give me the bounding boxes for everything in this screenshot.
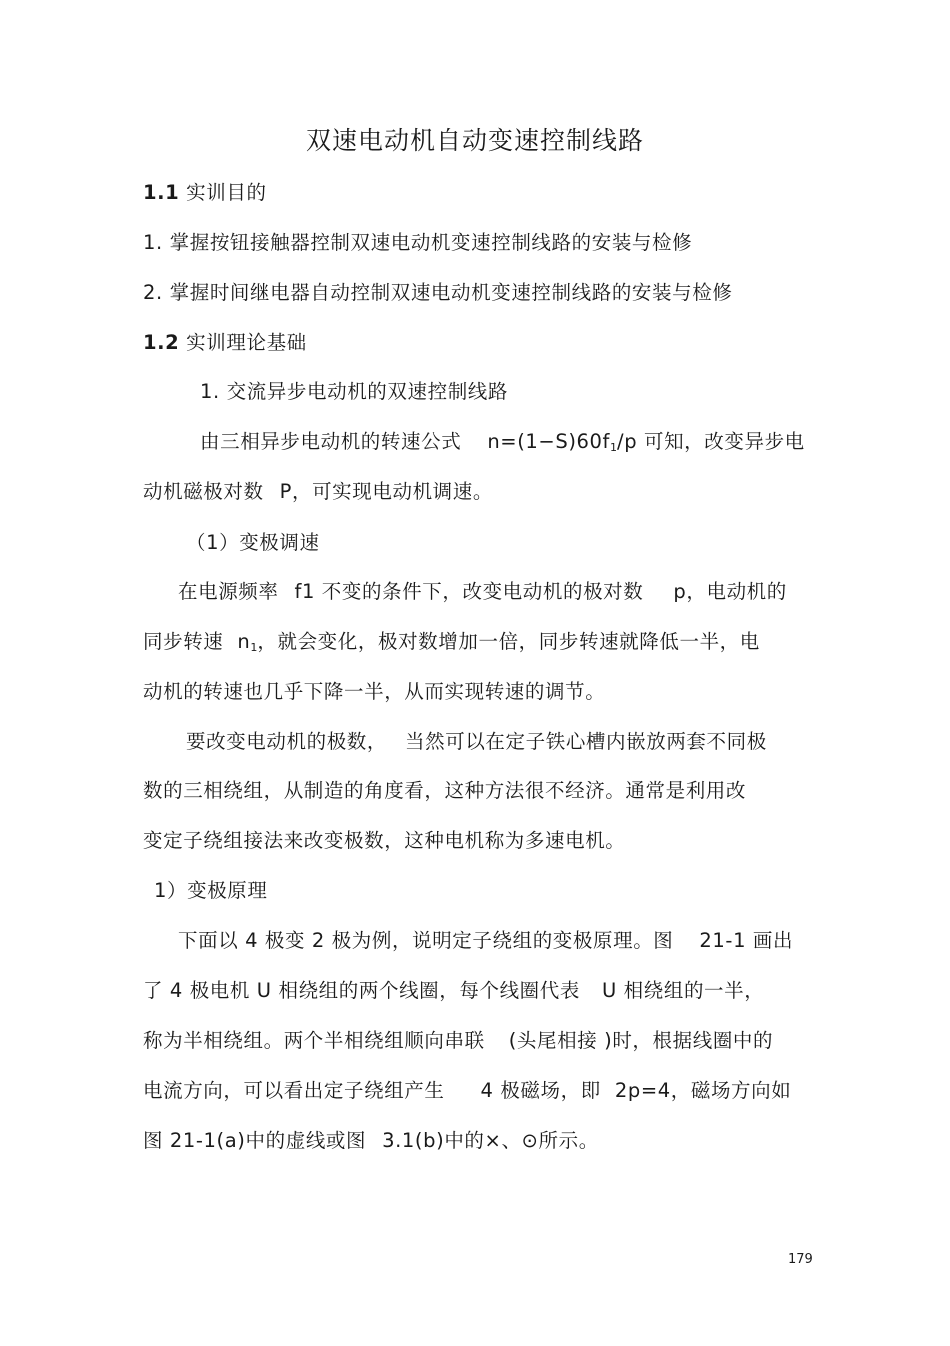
goal-text: 掌握时间继电器自动控制双速电动机变速控制线路的安装与检修: [169, 281, 733, 304]
paragraph-line: [178, 580, 787, 604]
goal-number: 1.: [143, 231, 163, 254]
subsection-heading: （1）变极调速: [186, 531, 320, 554]
paragraph-line: 动机的转速也几乎下降一半，从而实现转速的调节。: [143, 680, 606, 703]
formula-subscript: 1: [610, 441, 618, 454]
section-heading-1-2: [143, 331, 307, 355]
symbol: n: [237, 630, 251, 653]
paragraph-line: [186, 730, 767, 754]
text-run: 在电源频率: [178, 580, 279, 603]
paragraph-line: [143, 979, 764, 1003]
text-run: (头尾相接 )时，根据线圈中的: [508, 1029, 774, 1052]
goal-item-1: [143, 231, 692, 255]
paragraph-line: [143, 480, 493, 504]
text-run: 3.1(b)中的×、⊙所示。: [382, 1129, 599, 1152]
text-run: p，电动机的: [673, 580, 787, 603]
symbol-subscript: 1: [250, 641, 258, 654]
text-run: 由三相异步电动机的转速公式: [200, 430, 462, 453]
paragraph-line: 变定子绕组接法来改变极数，这种电机称为多速电机。: [143, 829, 626, 852]
text-run: 4 极磁场，即: [480, 1079, 601, 1102]
page-number: 179: [788, 1252, 813, 1267]
text-run: 21-1 画出: [699, 929, 794, 952]
text-run: 电流方向，可以看出定子绕组产生: [143, 1079, 445, 1102]
text-run: 了 4 极电机 U 相绕组的两个线圈，每个线圈代表: [143, 979, 580, 1002]
text-run: U 相绕组的一半，: [601, 979, 765, 1002]
text-run: 2p=4，磁场方向如: [614, 1079, 792, 1102]
formula-text: n=(1−S)60f: [487, 430, 611, 453]
section-title: 实训理论基础: [186, 331, 307, 354]
section-title: 实训目的: [186, 181, 267, 204]
paragraph-line: [143, 1129, 599, 1153]
text-run: 动机磁极对数: [143, 480, 264, 503]
text-run: 下面以 4 极变 2 极为例，说明定子绕组的变极原理。图: [178, 929, 674, 952]
text-run: /p 可知，改变异步电: [617, 430, 805, 453]
text-run: f1 不变的条件下，改变电动机的极对数: [294, 580, 644, 603]
section-heading-1-1: [143, 181, 267, 205]
paragraph-line: [143, 1079, 791, 1103]
paragraph-line: [143, 630, 760, 660]
subsection-heading: 1）变极原理: [154, 879, 268, 902]
text-run: 图 21-1(a)中的虚线或图: [143, 1129, 367, 1152]
paragraph-line: [200, 430, 805, 460]
goal-item-2: [143, 281, 732, 305]
text-run: ，就会变化，极对数增加一倍，同步转速就降低一半，电: [257, 630, 760, 653]
section-number: 1.1: [143, 181, 180, 204]
text-run: 当然可以在定子铁心槽内嵌放两套不同极: [405, 730, 767, 753]
goal-text: 掌握按钮接触器控制双速电动机变速控制线路的安装与检修: [169, 231, 693, 254]
text-run: 同步转速: [143, 630, 224, 653]
paragraph-line: [178, 929, 793, 953]
text-run: P，可实现电动机调速。: [279, 480, 493, 503]
text-run: 称为半相绕组。两个半相绕组顺向串联: [143, 1029, 485, 1052]
page-title: 双速电动机自动变速控制线路: [305, 126, 644, 155]
goal-number: 2.: [143, 281, 163, 304]
text-run: 要改变电动机的极数，: [186, 730, 388, 753]
formula: [487, 430, 617, 453]
list-item-heading: 1. 交流异步电动机的双速控制线路: [200, 380, 509, 403]
paragraph-line: [143, 1029, 773, 1053]
section-number: 1.2: [143, 331, 180, 354]
paragraph-line: 数的三相绕组，从制造的角度看，这种方法很不经济。通常是利用改: [143, 779, 747, 802]
